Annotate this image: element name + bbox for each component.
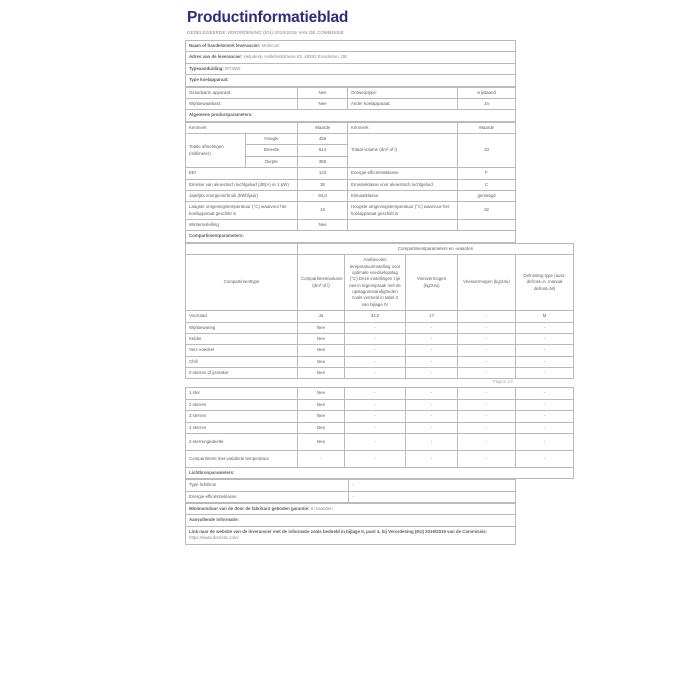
other-appliance-label: Ander koelapparaat: [348, 98, 458, 109]
warranty-value: 0 maanden [310, 506, 333, 512]
compartment-defrost-value: - [516, 356, 574, 367]
page-title: Productinformatieblad [187, 9, 349, 26]
table-row [186, 322, 574, 333]
light-source-table [185, 479, 516, 503]
table-row [186, 179, 516, 190]
supplier-link-label: Link naar de website van de leverancier met de informatie zoals bedoeld in bijlage II, punt 4, bij Verordening (EU) 2019/2019 van de Commissie: [189, 528, 488, 534]
dimension-depth-value: 350 [298, 156, 348, 167]
design-type-label: Ontwerptype: [348, 87, 458, 98]
compartment-present-kelder: Nee [298, 333, 345, 344]
noise-class-label: Emissieklasse voor akoestisch luchtgeluid [348, 179, 458, 190]
column-header-compartment-type: Compartimenttype [186, 255, 298, 311]
compartment-volume-chill: - [345, 356, 406, 367]
model-cell [186, 63, 516, 74]
table-row [186, 243, 574, 254]
supplier-link-cell [186, 526, 516, 544]
dimension-height-value: 456 [298, 134, 348, 145]
compartment-type-2-star: 2 sterren [186, 399, 298, 410]
appliance-type-section-label: Type koelapparaat: [186, 75, 516, 86]
compartment-present-3-star: Nee [298, 411, 345, 422]
compartment-type-3-star: 3 sterren [186, 411, 298, 422]
compartment-temperature-variable-temp: - [406, 450, 458, 467]
table-row [186, 75, 516, 86]
compartment-defrost-value: - [516, 433, 574, 450]
table-row [186, 41, 516, 52]
page-subtitle: GEDELEGEERDE VERORDENING (EU) 2019/2016 VAN DE COMMISSIE [187, 30, 344, 36]
total-volume-value: 33 [458, 134, 516, 168]
light-source-class-value: - [349, 491, 516, 502]
compartment-freezing-2-star-section: - [458, 433, 516, 450]
supplier-link-url[interactable]: https://www.dometic.com/ [189, 535, 239, 541]
compartment-temperature-wijnbewaring: - [406, 322, 458, 333]
light-source-class-label: Energie-efficiëntieklasse [186, 491, 349, 502]
compartment-volume-2-star-section: - [345, 433, 406, 450]
compartment-temperature-2-star: - [406, 399, 458, 410]
table-row [186, 202, 516, 220]
compartment-temperature-voorraad: 17 [406, 311, 458, 322]
compartment-volume-1-star: - [345, 388, 406, 399]
compartment-type-vers-voedsel: Vers voedsel [186, 345, 298, 356]
annual-energy-label: Jaarlijks energieverbruik (kWh/jaar) [186, 190, 298, 201]
annual-energy-value: 94,0 [298, 190, 348, 201]
compartment-freezing-2-star: - [458, 399, 516, 410]
compartment-temperature-vers-voedsel: - [406, 345, 458, 356]
compartment-parameters-table-continued [185, 387, 574, 479]
compartment-type-chill: Chill [186, 356, 298, 367]
compartment-temperature-3-star: - [406, 411, 458, 422]
min-ambient-temp-label: Laagste omgevingstemperatuur (°C) waarvoor het koelapparaat geschikt is [186, 202, 298, 220]
climate-class-value: gematigd [458, 190, 516, 201]
column-header-waarde-left: Waarde [298, 122, 348, 133]
product-information-sheet [185, 0, 566, 545]
noise-emission-label: Emissie van akoestisch luchtgeluid (dB(A) re 1 pW) [186, 179, 298, 190]
table-row [186, 450, 574, 467]
model-label: Typeaanduiding: [189, 65, 224, 71]
dimensions-label: Totale afmetingen (millimeter) [186, 134, 246, 168]
compartment-defrost-value: M [516, 311, 574, 322]
max-ambient-temp-value: 32 [458, 202, 516, 220]
compartment-present-1-star: Nee [298, 388, 345, 399]
compartment-volume-3-star: - [345, 411, 406, 422]
winter-setting-label: Winterinstelling [186, 220, 298, 231]
light-source-type-label: Type lichtbron [186, 480, 349, 491]
table-row [186, 356, 574, 367]
table-row [186, 98, 516, 109]
compartment-volume-vers-voedsel: - [345, 345, 406, 356]
column-header-compartment-volume: Compartimentvolume (dm³ of l) [298, 255, 345, 311]
compartment-parameters-table [185, 243, 574, 380]
table-row [186, 122, 516, 133]
compartment-corner-cell [186, 243, 298, 254]
climate-class-label: Klimaatklasse: [348, 190, 458, 201]
energy-class-value: F [458, 168, 516, 179]
compartment-temperature-chill: - [406, 356, 458, 367]
dimension-width-value: 514 [298, 145, 348, 156]
eei-label: EEI [186, 168, 298, 179]
compartment-present-4-star: Nee [298, 422, 345, 433]
table-row [186, 345, 574, 356]
compartment-defrost-value: - [516, 399, 574, 410]
compartment-defrost-value: - [516, 333, 574, 344]
compartment-freezing-3-star: - [458, 411, 516, 422]
compartment-freezing-vers-voedsel: - [458, 345, 516, 356]
appliance-type-table [185, 87, 516, 122]
compartment-type-zero-star: 0 sterren of ijsmaker [186, 368, 298, 379]
table-row [186, 515, 516, 526]
dimension-width-label: Breedte [246, 145, 298, 156]
wine-cabinet-label: Wijnbewaarkast: [186, 98, 298, 109]
compartment-present-zero-star: Nee [298, 368, 345, 379]
table-row [186, 333, 574, 344]
column-header-freezing-capacity-cell: Vriesvermogen (kg/24u) [458, 255, 516, 311]
quiet-appliance-label: Geluidsarm apparaat: [186, 87, 298, 98]
other-appliance-value: Ja [458, 98, 516, 109]
column-header-waarde-right: Waarde [458, 122, 516, 133]
compartment-freezing-voorraad: - [458, 311, 516, 322]
min-ambient-temp-value: 16 [298, 202, 348, 220]
table-row [186, 433, 574, 450]
compartment-type-2-star-section: 2-sterrengedeelte [186, 433, 298, 450]
compartment-present-voorraad: Ja [298, 311, 345, 322]
table-row [186, 134, 516, 145]
wine-cabinet-value: Nee [298, 98, 348, 109]
table-row [186, 388, 574, 399]
energy-class-label: Energie-efficiëntieklasse [348, 168, 458, 179]
compartment-freezing-kelder: - [458, 333, 516, 344]
compartment-volume-4-star: - [345, 422, 406, 433]
design-type-value: vrijstaand [458, 87, 516, 98]
compartment-volume-variable-temp: - [345, 450, 406, 467]
compartment-type-4-star: 4 sterren [186, 422, 298, 433]
table-row [186, 255, 574, 311]
compartment-freezing-wijnbewaring: - [458, 322, 516, 333]
warranty-label: Minimumduur van de door de fabrikant geboden garantie: [189, 506, 310, 512]
table-row [186, 311, 574, 322]
column-header-freezing-capacity: Vriesvermogen (kg/24u) [406, 255, 458, 311]
noise-class-value: C [458, 179, 516, 190]
compartment-temperature-zero-star: - [406, 368, 458, 379]
table-row [186, 63, 516, 74]
table-row [186, 368, 574, 379]
compartment-defrost-value: - [516, 322, 574, 333]
additional-info-label: Aanvullende informatie: [186, 515, 516, 526]
eei-value: 123 [298, 168, 348, 179]
compartment-volume-kelder: - [345, 333, 406, 344]
compartment-freezing-variable-temp: - [458, 450, 516, 467]
compartment-defrost-value: - [516, 450, 574, 467]
compartment-present-2-star-section: Nee [298, 433, 345, 450]
compartment-temperature-4-star: - [406, 422, 458, 433]
table-row [186, 467, 574, 478]
compartment-volume-voorraad: 33,0 [345, 311, 406, 322]
noise-emission-value: 36 [298, 179, 348, 190]
supplier-table [185, 40, 516, 87]
table-row [186, 480, 516, 491]
compartment-present-variable-temp: - [298, 450, 345, 467]
page-marker: Pagina 1/2 [492, 379, 513, 385]
compartment-defrost-value: - [516, 345, 574, 356]
dimension-height-label: Hoogte [246, 134, 298, 145]
light-source-section-label: Lichtbronparameters: [186, 467, 574, 478]
compartment-defrost-value: - [516, 422, 574, 433]
compartment-type-kelder: Kelder [186, 333, 298, 344]
quiet-appliance-value: Nee [298, 87, 348, 98]
table-row [186, 52, 516, 63]
compartment-freezing-chill: - [458, 356, 516, 367]
supplier-name-cell [186, 41, 516, 52]
table-row [186, 399, 574, 410]
compartment-present-wijnbewaring: Nee [298, 322, 345, 333]
compartment-present-vers-voedsel: Nee [298, 345, 345, 356]
compartment-freezing-4-star: - [458, 422, 516, 433]
compartment-temperature-1-star: - [406, 388, 458, 399]
table-row [186, 220, 516, 231]
column-header-temperature-setting: Aanbevolen temperatuurinstelling voor optimale voedselopslag (°C) Deze instellingen zijn niet in tegenspraak met de opslagomstandigheden zoals vermeld in tabel 3 van bijlage IV [345, 255, 406, 311]
table-row [186, 491, 516, 502]
column-header-kenmerk-left: Kenmerk [186, 122, 298, 133]
column-header-kenmerk-right: Kenmerk [348, 122, 458, 133]
compartment-defrost-value: - [516, 411, 574, 422]
compartment-temperature-2-star-section: - [406, 433, 458, 450]
table-row [186, 110, 516, 121]
compartment-volume-wijnbewaring: - [345, 322, 406, 333]
compartment-group-header: Compartimentparameters en -waarden [298, 243, 574, 254]
supplier-name-value: Mobicool [261, 43, 280, 49]
compartment-temperature-kelder: - [406, 333, 458, 344]
compartment-type-voorraad: Voorraad [186, 311, 298, 322]
compartment-type-variable-temp: Compartiment met variabele temperatuur [186, 450, 298, 467]
total-volume-label: Totaal volume (dm³ of l) [348, 134, 458, 168]
compartment-volume-2-star: - [345, 399, 406, 410]
table-row [186, 504, 516, 515]
winter-setting-empty-label [348, 220, 458, 231]
winter-setting-empty-value [458, 220, 516, 231]
compartment-present-2-star: Nee [298, 399, 345, 410]
supplier-address-cell [186, 52, 516, 63]
table-row [186, 87, 516, 98]
light-source-type-value: - [349, 480, 516, 491]
compartment-type-1-star: 1 ster [186, 388, 298, 399]
max-ambient-temp-label: Hoogste omgevingstemperatuur (°C) waarvoor het koelapparaat geschikt is [348, 202, 458, 220]
table-row [186, 231, 516, 242]
general-parameters-table [185, 122, 516, 243]
supplier-name-label: Naam of handelsmerk leverancier: [189, 43, 261, 49]
compartment-type-wijnbewaring: Wijnbewaring [186, 322, 298, 333]
table-row [186, 526, 516, 544]
winter-setting-value: Nee [298, 220, 348, 231]
table-row [186, 190, 516, 201]
general-params-section-label: Algemene productparameters: [186, 110, 516, 121]
warranty-cell [186, 504, 516, 515]
table-row [186, 411, 574, 422]
column-header-defrost-type-cell: Defrosting type (auto-defrost=A, manual defrost=M) [516, 255, 574, 311]
compartment-volume-zero-star: - [345, 368, 406, 379]
compartment-params-section-label: Compartimentparameters: [186, 231, 516, 242]
table-row [186, 168, 516, 179]
model-value: MT35W [225, 65, 241, 71]
compartment-freezing-zero-star: - [458, 368, 516, 379]
compartment-freezing-1-star: - [458, 388, 516, 399]
footer-table [185, 503, 516, 545]
table-row [186, 422, 574, 433]
supplier-address-label: Adres van de leverancier: [189, 54, 243, 60]
compartment-defrost-value: - [516, 388, 574, 399]
compartment-present-chill: Nee [298, 356, 345, 367]
compartment-defrost-value: - [516, 368, 574, 379]
supplier-address-value: Helpdesk, Hollefeldstrasse 63, 48282 Emsdetten, DE [243, 54, 348, 60]
dimension-depth-label: Diepte [246, 156, 298, 167]
